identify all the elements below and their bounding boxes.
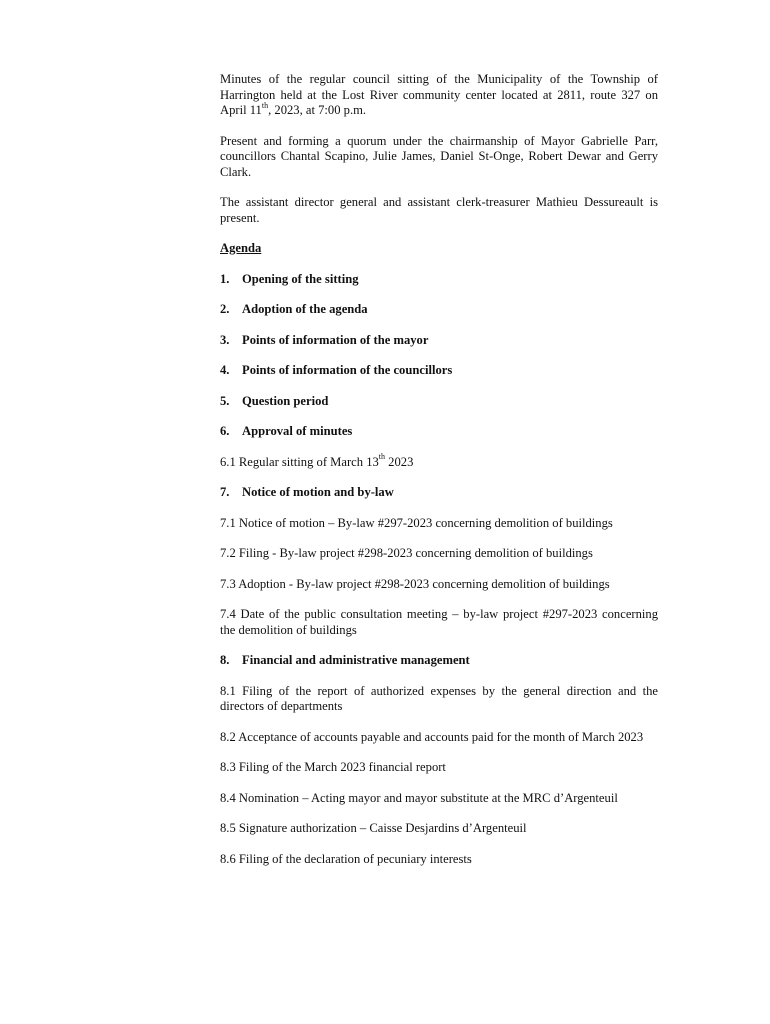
agenda-subitem-8-1: 8.1 Filing of the report of authorized expenses by the general direction and the directors of departments	[220, 683, 658, 713]
agenda-subitem-8-2: 8.2 Acceptance of accounts payable and accounts paid for the month of March 2023	[220, 729, 644, 744]
agenda-subitem-8-6: 8.6 Filing of the declaration of pecuniary interests	[220, 851, 472, 866]
agenda-item-7: 7. Notice of motion and by-law	[220, 485, 394, 499]
agenda-item-8: 8. Financial and administrative management	[220, 653, 470, 667]
agenda-item-3: 3. Points of information of the mayor	[220, 332, 429, 347]
agenda-heading: Agenda	[220, 241, 262, 255]
agenda-item-2: 2. Adoption of the agenda	[220, 302, 368, 316]
agenda-item-1: 1. Opening of the sitting	[220, 271, 359, 286]
agenda-subitem-8-4: 8.4 Nomination – Acting mayor and mayor substitute at the MRC d’Argenteuil	[220, 790, 618, 805]
agenda-subitem-7-3: 7.3 Adoption - By-law project #298-2023 concerning demolition of buildings	[220, 576, 610, 591]
present-paragraph: Present and forming a quorum under the chairmanship of Mayor Gabrielle Parr, councillors Chantal Scapino, Julie James, Daniel St-Onge, Robert Dewar and Gerry Clark.	[220, 133, 658, 179]
agenda-subitem-7-2: 7.2 Filing - By-law project #298-2023 concerning demolition of buildings	[220, 546, 593, 560]
agenda-item-5: 5. Question period	[220, 393, 329, 408]
agenda-subitem-8-5: 8.5 Signature authorization – Caisse Desjardins d’Argenteuil	[220, 821, 527, 835]
document-page	[220, 72, 658, 867]
agenda-subitem-7-4: 7.4 Date of the public consultation meeting – by-law project #297-2023 concerning the demolition of buildings	[220, 607, 658, 637]
agenda-subitem-6-1: 6.1 Regular sitting of March 13th 2023	[220, 452, 414, 469]
intro-paragraph: Minutes of the regular council sitting of the Municipality of the Township of Harrington held at the Lost River community center located at 2811, route 327 on April 11th, 2023, at 7:00 p.m.	[220, 72, 658, 117]
agenda-subitem-7-1: 7.1 Notice of motion – By-law #297-2023 concerning demolition of buildings	[220, 515, 613, 530]
agenda-item-4: 4. Points of information of the councillors	[220, 363, 453, 377]
agenda-subitem-8-3: 8.3 Filing of the March 2023 financial report	[220, 760, 446, 774]
assistant-paragraph: The assistant director general and assistant clerk-treasurer Mathieu Dessureault is present.	[220, 195, 658, 225]
agenda-item-6: 6. Approval of minutes	[220, 424, 353, 438]
